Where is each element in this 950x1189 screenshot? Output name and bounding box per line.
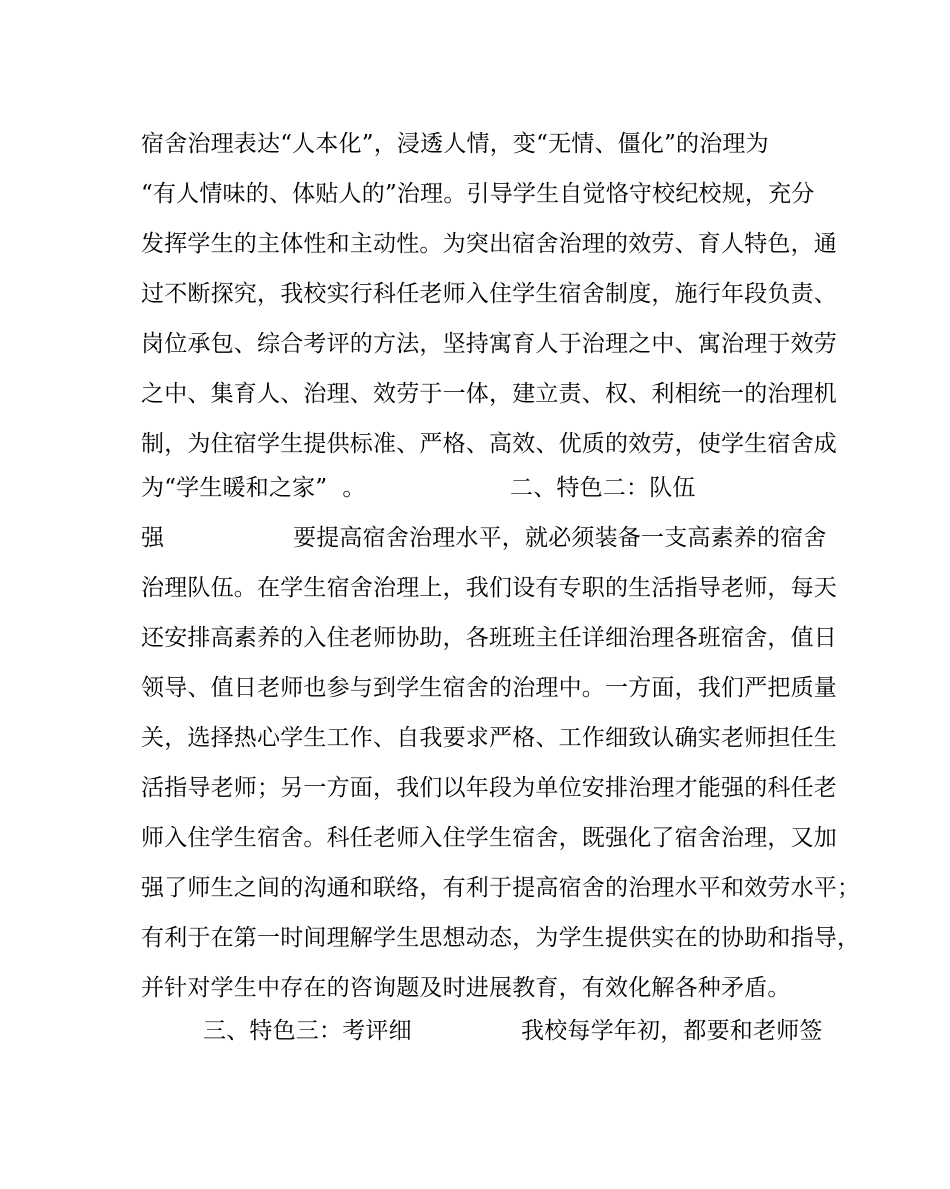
paragraph-line: 活指导老师；另一方面，我们以年段为单位安排治理才能强的科任老	[141, 775, 837, 801]
paragraph-line: 强了师生之间的沟通和联络，有利于提高宿舍的治理水平和效劳水平；	[141, 875, 861, 901]
paragraph-line: 发挥学生的主体性和主动性。为突出宿舍治理的效劳、育人特色，通	[141, 231, 837, 257]
paragraph-line: 之中、集育人、治理、效劳于一体，建立责、权、利相统一的治理机	[141, 381, 837, 407]
paragraph-line: 宿舍治理表达“人本化”，浸透人情，变“无情、僵化”的治理为	[141, 131, 769, 157]
paragraph-line: 岗位承包、综合考评的方法，坚持寓育人于治理之中、寓治理于效劳	[141, 331, 837, 357]
paragraph-line: 治理队伍。在学生宿舍治理上，我们设有专职的生活指导老师，每天	[141, 575, 837, 601]
paragraph-line: 过不断探究，我校实行科任老师入住学生宿舍制度，施行年段负责、	[141, 281, 837, 307]
section-heading-2-end: 强	[141, 525, 165, 551]
paragraph-text: 我校每学年初，都要和老师签	[521, 1018, 823, 1044]
paragraph-line: 制，为住宿学生提供标准、严格、高效、优质的效劳，使学生宿舍成	[141, 431, 837, 457]
section-heading-3: 三、特色三：考评细	[203, 1018, 412, 1044]
paragraph-line: 关，选择热心学生工作、自我要求严格、工作细致认确实老师担任生	[141, 725, 837, 751]
paragraph-line: 还安排高素养的入住老师协助，各班班主任详细治理各班宿舍，值日	[141, 625, 837, 651]
paragraph-line-with-heading	[141, 471, 821, 505]
paragraph-line: 师入住学生宿舍。科任老师入住学生宿舍，既强化了宿舍治理，又加	[141, 825, 837, 851]
paragraph-text: 要提高宿舍治理水平，就必须装备一支高素养的宿舍	[293, 525, 827, 551]
paragraph-text: 为“学生暖和之家” 。	[141, 475, 366, 501]
paragraph-line: 并针对学生中存在的咨询题及时进展教育，有效化解各种矛盾。	[141, 975, 791, 1001]
paragraph-line: “有人情味的、体贴人的”治理。引导学生自觉恪守校纪校规，充分	[141, 181, 815, 207]
paragraph-line-with-heading	[141, 1014, 821, 1048]
paragraph-line: 有利于在第一时间理解学生思想动态，为学生提供实在的协助和指导，	[141, 925, 861, 951]
section-heading-2: 二、特色二：队伍	[510, 475, 696, 501]
paragraph-line: 领导、值日老师也参与到学生宿舍的治理中。一方面，我们严把质量	[141, 675, 837, 701]
paragraph-line-with-heading-end	[141, 521, 827, 555]
